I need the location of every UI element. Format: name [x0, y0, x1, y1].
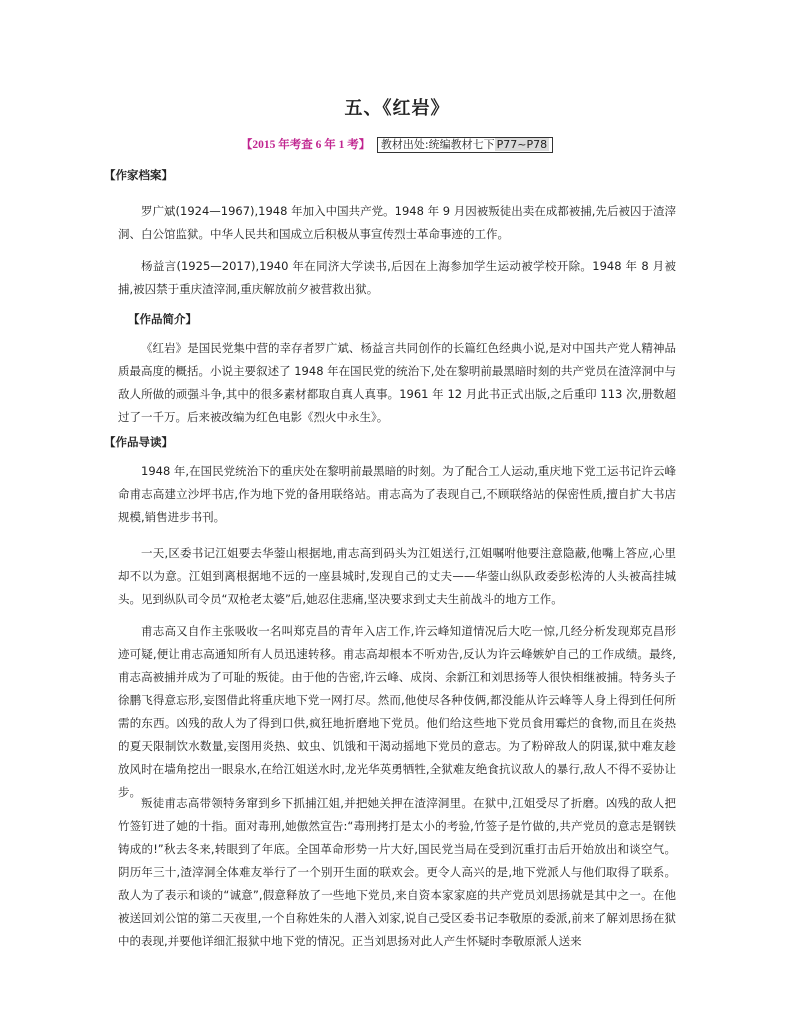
textbook-source-label: 教材出处:统编教材七下 [380, 138, 495, 151]
work-intro-heading: 【作品简介】 [128, 312, 197, 326]
reading-guide-heading: 【作品导读】 [104, 435, 173, 449]
guide-paragraph: 一天,区委书记江姐要去华蓥山根据地,甫志高到码头为江姐送行,江姐嘱咐他要注意隐蔽,他嘴上答应,心里却不以为意。江姐到离根据地不远的一座县城时,发现自己的丈夫——华蓥山纵队政委彭松涛的人头被高挂城头。见到纵队司令员“双枪老太婆”后,她忍住悲痛,坚决要求到丈夫生前战斗的地方工作。 [118, 546, 676, 606]
author-profile-heading: 【作家档案】 [104, 168, 173, 182]
author-paragraph: 杨益言(1925—2017),1940 年在同济大学读书,后因在上海参加学生运动被学校开除。1948 年 8 月被捕,被囚禁于重庆渣滓洞,重庆解放前夕被营救出狱。 [118, 259, 676, 296]
author-paragraph: 罗广斌(1924—1967),1948 年加入中国共产党。1948 年 9 月因被叛徒出卖在成都被捕,先后被囚于渣滓洞、白公馆监狱。中华人民共和国成立后积极从事宣传烈士革命事迹的工作。 [118, 204, 676, 241]
guide-paragraph: 甫志高又自作主张吸收一名叫郑克昌的青年入店工作,许云峰知道情况后大吃一惊,几经分析发现郑克昌形迹可疑,便让甫志高通知所有人员迅速转移。甫志高却根本不听劝告,反认为许云峰嫉妒自己的工作成绩。最终,甫志高被捕并成为了可耻的叛徒。由于他的告密,许云峰、成岗、余新江和刘思扬等人很快相继被捕。特务头子徐鹏飞得意忘形,妄图借此将重庆地下党一网打尽。然而,他使尽各种伎俩,都没能从许云峰等人身上得到任何所需的东西。凶残的敌人为了得到口供,疯狂地折磨地下党员。他们给这些地下党员食用霉烂的食物,而且在炎热的夏天限制饮水数量,妄图用炎热、蚊虫、饥饿和干渴动摇地下党员的意志。为了粉碎敌人的阴谋,狱中难友趁放风时在墙角挖出一眼泉水,在给江姐送水时,龙光华英勇牺牲,全狱难友绝食抗议敌人的暴行,敌人不得不妥协让步。 [118, 624, 676, 799]
textbook-source-box [377, 137, 553, 153]
guide-paragraph: 叛徒甫志高带领特务窜到乡下抓捕江姐,并把她关押在渣滓洞里。在狱中,江姐受尽了折磨。凶残的敌人把竹签钉进了她的十指。面对毒刑,她傲然宣告:“毒刑拷打是太小的考验,竹签子是竹做的,共产党员的意志是钢铁铸成的!”秋去冬来,转眼到了年底。全国革命形势一片大好,国民党当局在受到沉重打击后开始放出和谈空气。阴历年三十,渣滓洞全体难友举行了一个别开生面的联欢会。更令人高兴的是,地下党派人与他们取得了联系。敌人为了表示和谈的“诚意”,假意释放了一些地下党员,来自资本家家庭的共产党员刘思扬就是其中之一。在他被送回刘公馆的第二天夜里,一个自称姓朱的人潜入刘家,说自己受区委书记李敬原的委派,前来了解刘思扬在狱中的表现,并要他详细汇报狱中地下党的情况。正当刘思扬对此人产生怀疑时李敬原派人送来 [118, 796, 676, 948]
exam-year-tag: 【2015 年考查 6 年 1 考】 [240, 139, 371, 151]
exam-info-line [0, 136, 794, 153]
intro-paragraph: 《红岩》是国民党集中营的幸存者罗广斌、杨益言共同创作的长篇红色经典小说,是对中国共产党人精神品质最高度的概括。小说主要叙述了 1948 年在国民党的统治下,处在黎明前最黑暗时刻的共产党员在渣滓洞中与敌人所做的顽强斗争,其中的很多素材都取自真人真事。1961 年 12 月此书正式出版,之后重印 113 次,册数超过了一千万。后来被改编为红色电影《烈火中永生》。 [118, 341, 676, 424]
textbook-page-range: P77~P78 [496, 138, 548, 151]
chapter-title: 五、《红岩》 [344, 98, 450, 119]
guide-paragraph: 1948 年,在国民党统治下的重庆处在黎明前最黑暗的时刻。为了配合工人运动,重庆地下党工运书记许云峰命甫志高建立沙坪书店,作为地下党的备用联络站。甫志高为了表现自己,不顾联络站的保密性质,擅自扩大书店规模,销售进步书刊。 [118, 464, 676, 524]
